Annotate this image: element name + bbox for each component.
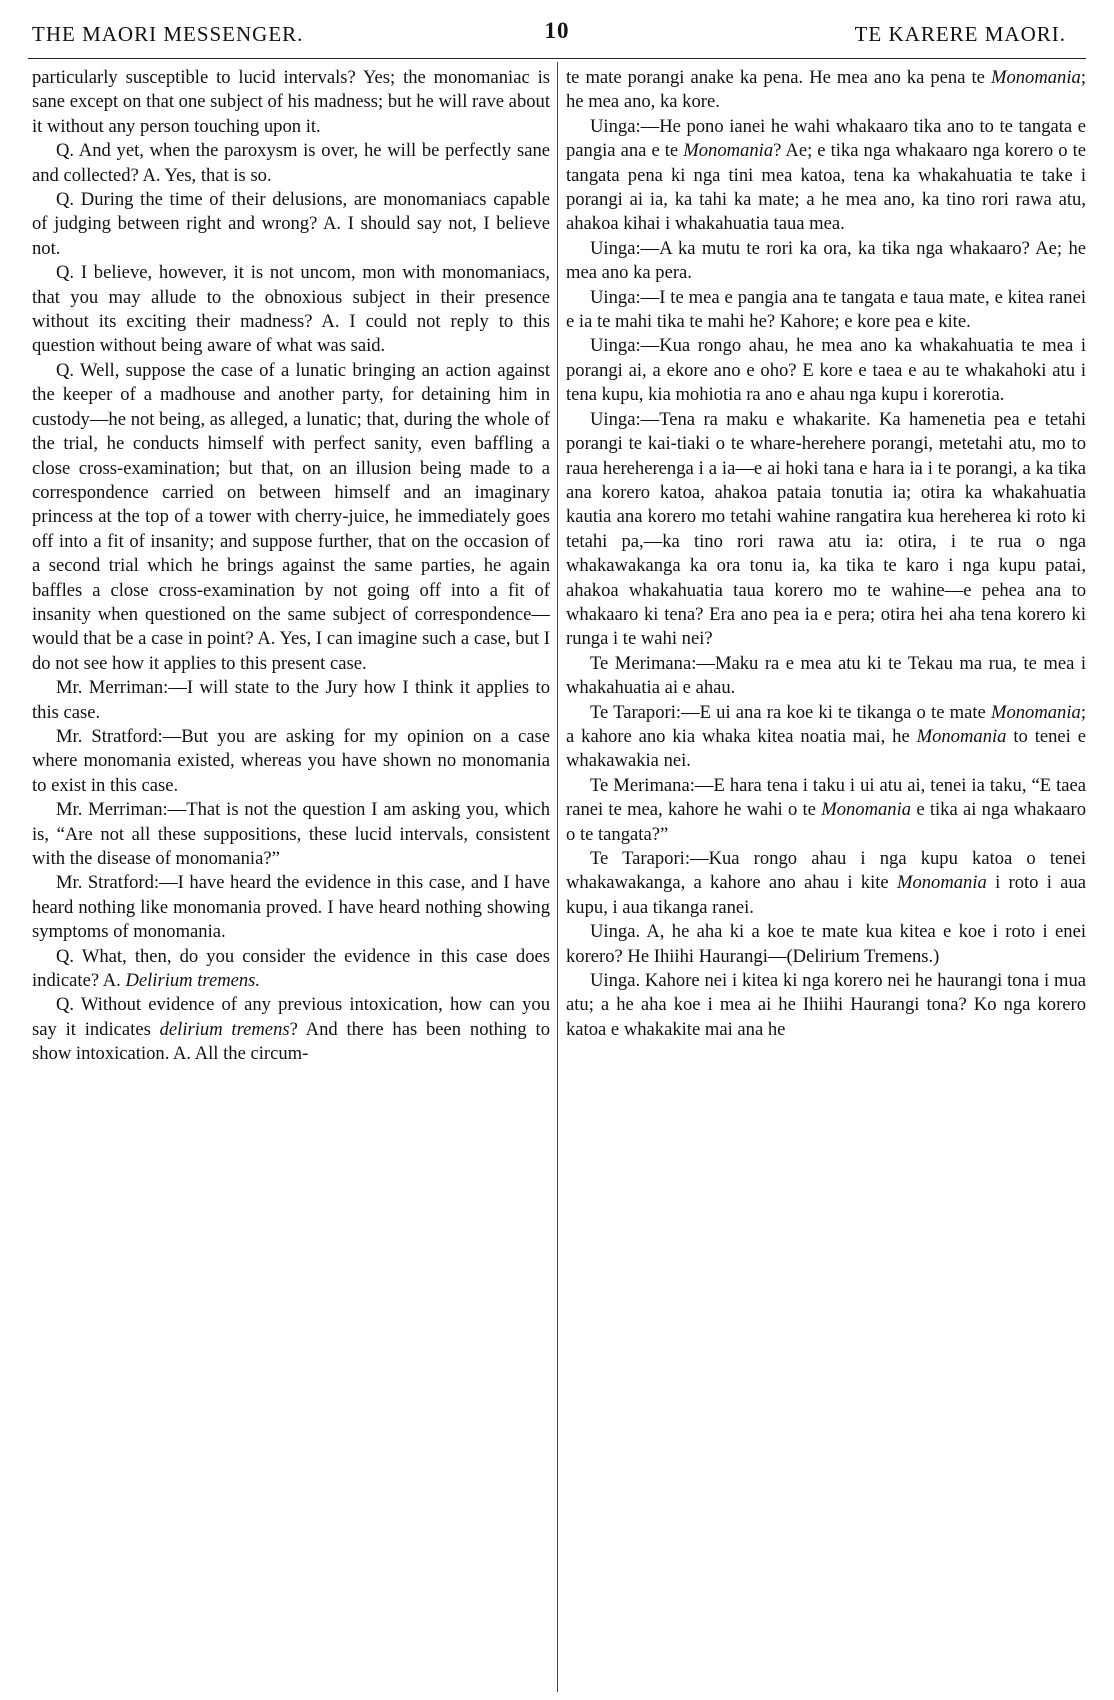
english-paragraph (32, 359, 550, 676)
paragraph-text: Q. During the time of their delusions, are monomaniacs capable of judging between right and wrong? A. I should say not, I believe not. (32, 189, 550, 259)
maori-paragraph (566, 920, 1086, 969)
maori-column (566, 66, 1086, 1686)
header-rule (28, 58, 1086, 59)
english-paragraph (32, 725, 550, 798)
italic-text: Monomania (896, 872, 987, 894)
header-title-english: THE MAORI MESSENGER. (32, 22, 304, 46)
maori-paragraph (566, 66, 1086, 115)
paragraph-text: ; he mea ano, ka kore. (566, 67, 1086, 113)
paragraph-text: Uinga:—He pono ianei he wahi whakaaro tika ano to te tangata e pangia ana e te (566, 115, 1086, 162)
english-column (32, 66, 550, 1686)
paragraph-text: Mr. Stratford:—But you are asking for my opinion on a case where monomania existed, whereas you have shown no monomania to exist in this case. (32, 725, 550, 796)
maori-paragraph (566, 847, 1086, 920)
paragraph-text: Te Merimana:—E hara tena i taku i ui atu ai, tenei ia taku, “E taea ranei te mea, kahore he wahi o te (566, 774, 1086, 821)
maori-paragraph (566, 774, 1086, 847)
paragraph-text: Q. Well, suppose the case of a lunatic bringing an action against the keeper of a madhouse and another party, for detaining him in custody—he not being, as alleged, a lunatic; that, during the whole of the trial, he conducts himself with perfect sanity, even baffling a close cross-examination; but that, on an illusion being made to a correspondence carried on between himself and an imaginary princess at the top of a tower with cherry-juice, he immediately goes off into a fit of insanity; and suppose further, that on the occasion of a second trial which he brings against the same parties, he again baffles a close cross-examination by not going off into a fit of insanity when questioned on the same subject of correspondence—would that be a case in point? A. Yes, I can imagine such a case, but I do not see how it applies to this present case. (32, 359, 550, 674)
maori-paragraph (566, 237, 1086, 286)
maori-paragraph (566, 969, 1086, 1042)
paragraph-text: e tika ai nga whakaaro o te tangata?” (566, 799, 1086, 845)
paragraph-text: Q. And yet, when the paroxysm is over, he will be perfectly sane and collected? A. Yes, that is so. (32, 140, 550, 186)
paragraph-text: Uinga:—Tena ra maku e whakarite. Ka hamenetia pea e tetahi porangi te kai-tiaki o te whare-herehere porangi, metetahi atu, mo to raua hereherenga i a ia—e ai hoki tana e hara ia i te porangi, a ka tika ana korero katoa, ahakoa pataia tonutia ia; otira ka whakahuatia kautia ana korero mo tetahi wahine rangatira kua hereherea ki roto ki tetahi pa,—ka tino rori rawa atu ia: otira, i te rua o nga whakawakanga ka ora tonu ia, ka tika te karo i nga kupu patai, ahakoa whakahuatia taua korero mo te wahine—e pehea ana to whakaaro ki tena? Era ano pea ia e pera; otira hei aha tena korero ki runga i te wahi nei? (566, 408, 1086, 650)
header-title-maori: TE KARERE MAORI. (854, 22, 1066, 46)
english-paragraph (32, 871, 550, 944)
paragraph-text: Q. Without evidence of any previous intoxication, how can you say it indicates (32, 994, 550, 1040)
paragraph-text: Q. What, then, do you consider the evidence in this case does indicate? A. (32, 945, 550, 992)
maori-paragraph (566, 408, 1086, 652)
paragraph-text: Uinga. A, he aha ki a koe te mate kua kitea e koe i roto i enei korero? He Ihiihi Haurangi—(Delirium Tremens.) (566, 921, 1086, 967)
page-number: 10 (544, 18, 570, 43)
italic-text: Monomania (683, 140, 774, 162)
paragraph-text: Mr. Stratford:—I have heard the evidence in this case, and I have heard nothing like monomania proved. I have heard nothing showing symptoms of monomania. (32, 872, 550, 943)
italic-text: Monomania (990, 67, 1081, 88)
paragraph-text: ? Ae; e tika nga whakaaro nga korero o te tangata pena ki nga tini mea katoa, tena ka whakahuatia te take i porangi ai ia, ka tahi ka mate; a he mea ano, ka tino rori rawa atu, ahakoa kihai i whakahuatia taua mea. (566, 140, 1086, 235)
italic-text: Monomania (990, 701, 1081, 723)
maori-paragraph (566, 701, 1086, 774)
italic-text: Delirium tremens. (125, 970, 261, 992)
english-paragraph (32, 945, 550, 994)
paragraph-text: ? And there has been nothing to show intoxication. A. All the circum- (32, 1018, 550, 1065)
paragraph-text: Te Tarapori:—Kua rongo ahau i nga kupu katoa o tenei whakawakanga, a kahore ano ahau i kite (566, 848, 1086, 894)
maori-paragraph (566, 652, 1086, 701)
paragraph-text: te mate porangi anake ka pena. He mea ano ka pena te (566, 67, 991, 88)
english-paragraph (32, 676, 550, 725)
italic-text: Monomania (821, 799, 912, 821)
paragraph-text: Uinga. Kahore nei i kitea ki nga korero nei he haurangi tona i mua atu; a he aha koe i mea ai he Ihiihi Haurangi tona? Ko nga korero katoa e whakakite mai ana he (566, 970, 1086, 1040)
paragraph-text: Mr. Merriman:—That is not the question I am asking you, which is, “Are not all these suppositions, these lucid intervals, consistent with the disease of monomania?” (32, 799, 550, 869)
paragraph-text: Uinga:—A ka mutu te rori ka ora, ka tika nga whakaaro? Ae; he mea ano ka pera. (566, 237, 1086, 284)
paragraph-text: Uinga:—I te mea e pangia ana te tangata e taua mate, e kitea ranei e ia te mahi tika te mahi he? Kahore; e kore pea e kite. (566, 286, 1086, 333)
paragraph-text: ; a kahore ano kia whaka kitea noatia mai, he (566, 701, 1086, 747)
english-paragraph (32, 798, 550, 871)
paragraph-text: Uinga:—Kua rongo ahau, he mea ano ka whakahuatia te mea i porangi ai, a ekore ano e oho? E kore e taea e au te whakahoki atu i tena kupu, kia mohiotia ra ano e ahau nga kupu i korerotia. (566, 335, 1086, 406)
page-header (28, 14, 1086, 46)
maori-paragraph (566, 115, 1086, 237)
paragraph-text: Q. I believe, however, it is not uncom, mon with monomaniacs, that you may allude to the obnoxious subject in their presence without its exciting their madness? A. I could not reply to this question without being aware of what was said. (32, 262, 550, 357)
paragraph-text: Mr. Merriman:—I will state to the Jury how I think it applies to this case. (32, 677, 550, 723)
english-paragraph (32, 261, 550, 359)
italic-text: Monomania (916, 725, 1007, 747)
paragraph-text: i roto i aua kupu, i aua tikanga ranei. (566, 872, 1086, 918)
paragraph-text: Te Merimana:—Maku ra e mea atu ki te Tekau ma rua, te mea i whakahuatia ai e ahau. (566, 652, 1086, 699)
english-paragraph (32, 993, 550, 1066)
paragraph-text: to tenei e whakawakia nei. (566, 725, 1086, 772)
english-paragraph (32, 139, 550, 188)
paragraph-text: particularly susceptible to lucid intervals? Yes; the monomaniac is sane except on that one subject of his madness; but he will rave about it without any person touching upon it. (32, 67, 550, 137)
english-paragraph (32, 188, 550, 261)
paragraph-text: Te Tarapori:—E ui ana ra koe ki te tikanga o te mate (590, 701, 991, 723)
italic-text: delirium tremens (159, 1018, 290, 1040)
maori-paragraph (566, 286, 1086, 335)
maori-paragraph (566, 334, 1086, 407)
english-paragraph (32, 66, 550, 139)
column-divider (557, 62, 558, 1692)
